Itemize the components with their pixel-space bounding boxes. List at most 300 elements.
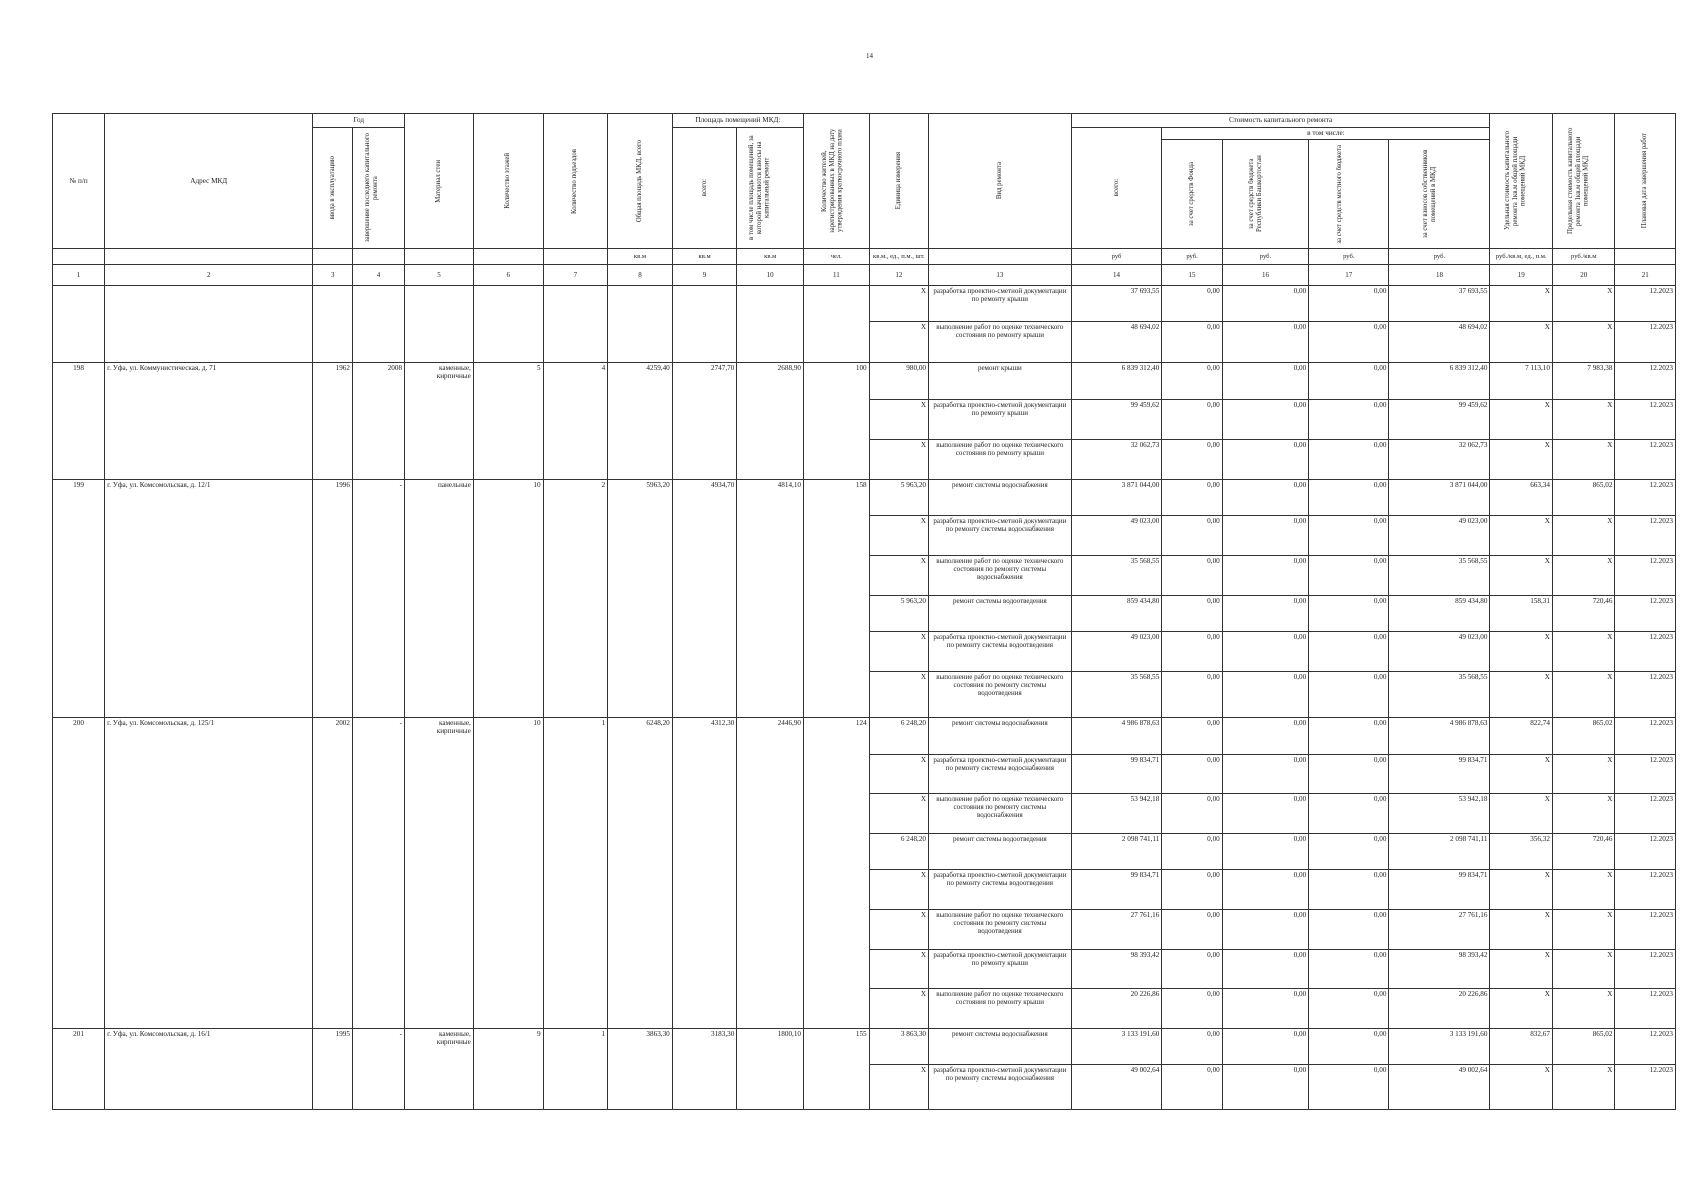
unit-value: X (869, 322, 928, 363)
planned-date: 12.2023 (1615, 989, 1676, 1029)
cost-local-budget: 0,00 (1309, 440, 1389, 480)
page-number: 14 (866, 52, 873, 60)
cost-republic-budget: 0,00 (1222, 556, 1308, 596)
floors-count: 9 (473, 1029, 543, 1110)
entrances-count: 1 (543, 718, 608, 1029)
column-number: 17 (1309, 265, 1389, 286)
building-address: г. Уфа, ул. Комсомольская, д. 16/1 (105, 1029, 313, 1110)
cost-republic-budget: 0,00 (1222, 949, 1308, 989)
specific-cost: 663,34 (1490, 480, 1553, 516)
total-area: 6248,20 (608, 718, 673, 1029)
repair-type: разработка проектно-сметной документации по ремонту системы водоотведения (929, 870, 1072, 910)
cost-total: 2 098 741,11 (1071, 833, 1162, 869)
wall-material: каменные, кирпичные (405, 718, 474, 1029)
column-number: 3 (313, 265, 353, 286)
header-specific-cost: Удельная стоимость капитального ремонта 1кв.м общей площади помещений МКД (1490, 114, 1553, 249)
column-number: 11 (804, 265, 870, 286)
unit-value: 5 963,20 (869, 595, 928, 631)
unit-cell: чел. (804, 249, 870, 265)
year-commissioning: 2002 (313, 718, 353, 1029)
column-number: 8 (608, 265, 673, 286)
planned-date: 12.2023 (1615, 1065, 1676, 1109)
residents-count (804, 286, 870, 363)
header-residents: Количество жителей, зарегистрированных в МКД на дату утверждения краткосрочного плана (804, 114, 870, 249)
specific-cost: X (1490, 440, 1553, 480)
cost-local-budget: 0,00 (1309, 989, 1389, 1029)
cost-owners: 99 459,62 (1389, 399, 1490, 440)
total-area: 5963,20 (608, 480, 673, 718)
repair-type: ремонт системы водоотведения (929, 595, 1072, 631)
specific-cost: 832,67 (1490, 1029, 1553, 1065)
floors-count: 10 (473, 480, 543, 718)
table-body (53, 286, 1676, 1110)
entrances-count: 1 (543, 1029, 608, 1110)
column-number: 10 (737, 265, 804, 286)
column-number: 15 (1162, 265, 1222, 286)
cost-total: 20 226,86 (1071, 989, 1162, 1029)
cost-republic-budget: 0,00 (1222, 989, 1308, 1029)
cost-fund: 0,00 (1162, 480, 1222, 516)
unit-value: X (869, 754, 928, 794)
wall-material: каменные, кирпичные (405, 1029, 474, 1110)
header-repair-type: Вид ремонта (929, 114, 1072, 249)
cost-owners: 32 062,73 (1389, 440, 1490, 480)
specific-cost: 822,74 (1490, 718, 1553, 754)
max-cost: X (1552, 671, 1615, 717)
table-row (53, 363, 1676, 399)
cost-republic-budget: 0,00 (1222, 322, 1308, 363)
column-number: 13 (929, 265, 1072, 286)
specific-cost: X (1490, 286, 1553, 322)
header-fund: за счет средств Фонда (1162, 139, 1222, 248)
unit-value: X (869, 989, 928, 1029)
cost-fund: 0,00 (1162, 794, 1222, 834)
header-max-cost: Предельная стоимость капитального ремонта 1кв.м общей площади помещений МКД (1552, 114, 1615, 249)
cost-fund: 0,00 (1162, 671, 1222, 717)
planned-date: 12.2023 (1615, 833, 1676, 869)
header-area-owned: в том числе площадь помещений, за которой начисляются взносы на капитальный ремонт (737, 128, 804, 249)
cost-owners: 48 694,02 (1389, 322, 1490, 363)
header-year-commissioning: ввода в эксплуатацию (313, 128, 353, 249)
specific-cost: X (1490, 949, 1553, 989)
max-cost: 865,02 (1552, 480, 1615, 516)
cost-owners: 49 023,00 (1389, 516, 1490, 556)
cost-total: 4 986 878,63 (1071, 718, 1162, 754)
premises-area-owned: 2688,90 (737, 363, 804, 480)
unit-value: X (869, 556, 928, 596)
premises-area-owned: 2446,90 (737, 718, 804, 1029)
unit-cell: руб./кв.м (1552, 249, 1615, 265)
cost-fund: 0,00 (1162, 363, 1222, 399)
cost-republic-budget: 0,00 (1222, 480, 1308, 516)
entrances-count (543, 286, 608, 363)
wall-material (405, 286, 474, 363)
residents-count: 155 (804, 1029, 870, 1110)
column-number: 1 (53, 265, 105, 286)
cost-republic-budget: 0,00 (1222, 516, 1308, 556)
cost-owners: 99 834,71 (1389, 870, 1490, 910)
cost-fund: 0,00 (1162, 1065, 1222, 1109)
unit-value: 6 248,20 (869, 718, 928, 754)
repair-type: разработка проектно-сметной документации по ремонту системы водоснабжения (929, 516, 1072, 556)
planned-date: 12.2023 (1615, 399, 1676, 440)
header-premises-area-group: Площадь помещений МКД: (672, 114, 803, 128)
unit-value: X (869, 516, 928, 556)
planned-date: 12.2023 (1615, 286, 1676, 322)
max-cost: X (1552, 286, 1615, 322)
row-number: 198 (53, 363, 105, 480)
max-cost: 865,02 (1552, 718, 1615, 754)
repair-type: разработка проектно-сметной документации по ремонту системы водоотведения (929, 632, 1072, 672)
floors-count: 10 (473, 718, 543, 1029)
unit-value: X (869, 949, 928, 989)
cost-republic-budget: 0,00 (1222, 794, 1308, 834)
repair-type: выполнение работ по оценке технического состояния по ремонту крыши (929, 440, 1072, 480)
header-wall-material: Материал стен (405, 114, 474, 249)
cost-owners: 37 693,55 (1389, 286, 1490, 322)
column-number: 9 (672, 265, 737, 286)
unit-value: X (869, 632, 928, 672)
cost-owners: 27 761,16 (1389, 909, 1490, 949)
cost-fund: 0,00 (1162, 286, 1222, 322)
repair-type: разработка проектно-сметной документации по ремонту системы водоснабжения (929, 754, 1072, 794)
premises-area-total: 4312,30 (672, 718, 737, 1029)
column-number: 4 (352, 265, 404, 286)
cost-total: 3 133 191,60 (1071, 1029, 1162, 1065)
row-number: 200 (53, 718, 105, 1029)
table-header (53, 114, 1676, 286)
cost-local-budget: 0,00 (1309, 322, 1389, 363)
year-commissioning: 1995 (313, 1029, 353, 1110)
building-address (105, 286, 313, 363)
cost-owners: 4 986 878,63 (1389, 718, 1490, 754)
max-cost: X (1552, 322, 1615, 363)
floors-count (473, 286, 543, 363)
cost-fund: 0,00 (1162, 516, 1222, 556)
specific-cost: X (1490, 671, 1553, 717)
header-local-budget: за счет средств местного бюджета (1309, 139, 1389, 248)
repair-type: выполнение работ по оценке технического состояния по ремонту системы водоотведения (929, 671, 1072, 717)
unit-value: X (869, 794, 928, 834)
cost-local-budget: 0,00 (1309, 1065, 1389, 1109)
repair-type: выполнение работ по оценке технического состояния по ремонту системы водоснабжения (929, 556, 1072, 596)
max-cost: X (1552, 516, 1615, 556)
specific-cost: X (1490, 516, 1553, 556)
header-year-last-repair: завершение последнего капитального ремонта (352, 128, 404, 249)
wall-material: панельные (405, 480, 474, 718)
residents-count: 158 (804, 480, 870, 718)
cost-republic-budget: 0,00 (1222, 833, 1308, 869)
cost-republic-budget: 0,00 (1222, 718, 1308, 754)
cost-local-budget: 0,00 (1309, 399, 1389, 440)
cost-total: 35 568,55 (1071, 671, 1162, 717)
year-commissioning: 1996 (313, 480, 353, 718)
specific-cost: X (1490, 632, 1553, 672)
cost-total: 49 023,00 (1071, 632, 1162, 672)
year-commissioning: 1962 (313, 363, 353, 480)
header-owner-contributions: за счет взносов собственников помещений в МКД (1389, 139, 1490, 248)
cost-fund: 0,00 (1162, 1029, 1222, 1065)
cost-local-budget: 0,00 (1309, 516, 1389, 556)
max-cost: 7 983,38 (1552, 363, 1615, 399)
unit-value: X (869, 440, 928, 480)
cost-fund: 0,00 (1162, 632, 1222, 672)
header-cost-group: Стоимость капитального ремонта (1071, 114, 1490, 128)
column-number: 16 (1222, 265, 1308, 286)
max-cost: X (1552, 632, 1615, 672)
max-cost: X (1552, 440, 1615, 480)
row-number: 201 (53, 1029, 105, 1110)
header-floors: Количество этажей (473, 114, 543, 249)
floors-count: 5 (473, 363, 543, 480)
column-number: 5 (405, 265, 474, 286)
premises-area-total: 2747,70 (672, 363, 737, 480)
header-address: Адрес МКД (105, 114, 313, 249)
header-area-total: всего: (672, 128, 737, 249)
header-entrances: Количество подъездов (543, 114, 608, 249)
cost-owners: 98 393,42 (1389, 949, 1490, 989)
unit-cell: руб. (1222, 249, 1308, 265)
unit-value: 6 248,20 (869, 833, 928, 869)
unit-value: 3 863,30 (869, 1029, 928, 1065)
cost-republic-budget: 0,00 (1222, 440, 1308, 480)
year-commissioning (313, 286, 353, 363)
cost-republic-budget: 0,00 (1222, 632, 1308, 672)
column-number: 18 (1389, 265, 1490, 286)
max-cost: X (1552, 870, 1615, 910)
unit-value: 980,00 (869, 363, 928, 399)
max-cost: X (1552, 1065, 1615, 1109)
table-row (53, 1029, 1676, 1065)
cost-fund: 0,00 (1162, 399, 1222, 440)
specific-cost: X (1490, 909, 1553, 949)
cost-republic-budget: 0,00 (1222, 671, 1308, 717)
unit-value: 5 963,20 (869, 480, 928, 516)
header-republic-budget: за счет средств бюджета Республики Башкортостан (1222, 139, 1308, 248)
repair-type: ремонт системы водоснабжения (929, 1029, 1072, 1065)
cost-total: 3 871 044,00 (1071, 480, 1162, 516)
cost-total: 32 062,73 (1071, 440, 1162, 480)
cost-republic-budget: 0,00 (1222, 286, 1308, 322)
cost-fund: 0,00 (1162, 833, 1222, 869)
premises-area-total (672, 286, 737, 363)
cost-republic-budget: 0,00 (1222, 754, 1308, 794)
cost-fund: 0,00 (1162, 718, 1222, 754)
repair-type: разработка проектно-сметной документации по ремонту системы водоснабжения (929, 1065, 1072, 1109)
unit-cell: руб. (1309, 249, 1389, 265)
cost-local-budget: 0,00 (1309, 363, 1389, 399)
cost-total: 98 393,42 (1071, 949, 1162, 989)
cost-local-budget: 0,00 (1309, 671, 1389, 717)
max-cost: 720,46 (1552, 595, 1615, 631)
column-number: 7 (543, 265, 608, 286)
planned-date: 12.2023 (1615, 595, 1676, 631)
units-row (53, 249, 1676, 265)
cost-total: 49 002,64 (1071, 1065, 1162, 1109)
unit-cell: кв.м., ед., п.м., шт. (869, 249, 928, 265)
column-number: 19 (1490, 265, 1553, 286)
cost-fund: 0,00 (1162, 754, 1222, 794)
max-cost: X (1552, 399, 1615, 440)
cost-fund: 0,00 (1162, 440, 1222, 480)
cost-republic-budget: 0,00 (1222, 595, 1308, 631)
cost-republic-budget: 0,00 (1222, 399, 1308, 440)
header-year-group: Год (313, 114, 405, 128)
cost-local-budget: 0,00 (1309, 754, 1389, 794)
building-address: г. Уфа, ул. Комсомольская, д. 125/1 (105, 718, 313, 1029)
premises-area-owned (737, 286, 804, 363)
cost-republic-budget: 0,00 (1222, 1029, 1308, 1065)
residents-count: 124 (804, 718, 870, 1029)
cost-local-budget: 0,00 (1309, 632, 1389, 672)
repair-type: ремонт крыши (929, 363, 1072, 399)
unit-cell: кв.м (672, 249, 737, 265)
table-row (53, 718, 1676, 754)
table-row (53, 286, 1676, 322)
specific-cost: X (1490, 754, 1553, 794)
planned-date: 12.2023 (1615, 363, 1676, 399)
unit-cell: руб./кв.м, ед., п.м. (1490, 249, 1553, 265)
column-number: 20 (1552, 265, 1615, 286)
unit-cell: кв.м (737, 249, 804, 265)
max-cost: X (1552, 794, 1615, 834)
premises-area-owned: 1800,10 (737, 1029, 804, 1110)
cost-total: 48 694,02 (1071, 322, 1162, 363)
specific-cost: X (1490, 870, 1553, 910)
cost-local-budget: 0,00 (1309, 833, 1389, 869)
total-area (608, 286, 673, 363)
building-address: г. Уфа, ул. Комсомольская, д. 12/1 (105, 480, 313, 718)
cost-owners: 35 568,55 (1389, 671, 1490, 717)
unit-value: X (869, 909, 928, 949)
entrances-count: 4 (543, 363, 608, 480)
cost-local-budget: 0,00 (1309, 870, 1389, 910)
cost-fund: 0,00 (1162, 909, 1222, 949)
cost-local-budget: 0,00 (1309, 480, 1389, 516)
premises-area-total: 4934,70 (672, 480, 737, 718)
repair-type: выполнение работ по оценке технического состояния по ремонту системы водоотведения (929, 909, 1072, 949)
specific-cost: X (1490, 989, 1553, 1029)
specific-cost: X (1490, 1065, 1553, 1109)
max-cost: 865,02 (1552, 1029, 1615, 1065)
header-cost-total: всего: (1071, 128, 1162, 249)
cost-republic-budget: 0,00 (1222, 870, 1308, 910)
cost-total: 99 834,71 (1071, 754, 1162, 794)
cost-fund: 0,00 (1162, 949, 1222, 989)
cost-fund: 0,00 (1162, 322, 1222, 363)
total-area: 4259,40 (608, 363, 673, 480)
repair-type: ремонт системы водоснабжения (929, 480, 1072, 516)
row-number (53, 286, 105, 363)
cost-owners: 99 834,71 (1389, 754, 1490, 794)
year-last-repair: - (352, 718, 404, 1029)
specific-cost: 7 113,10 (1490, 363, 1553, 399)
cost-owners: 49 002,64 (1389, 1065, 1490, 1109)
planned-date: 12.2023 (1615, 556, 1676, 596)
unit-cell: руб. (1389, 249, 1490, 265)
planned-date: 12.2023 (1615, 754, 1676, 794)
cost-total: 99 834,71 (1071, 870, 1162, 910)
repair-type: разработка проектно-сметной документации по ремонту крыши (929, 949, 1072, 989)
cost-owners: 2 098 741,11 (1389, 833, 1490, 869)
unit-cell: руб. (1162, 249, 1222, 265)
cost-total: 49 023,00 (1071, 516, 1162, 556)
table-row (53, 480, 1676, 516)
planned-date: 12.2023 (1615, 949, 1676, 989)
cost-republic-budget: 0,00 (1222, 363, 1308, 399)
header-including-group: в том числе: (1162, 128, 1490, 140)
year-last-repair: - (352, 1029, 404, 1110)
repair-type: выполнение работ по оценке технического состояния по ремонту системы водоснабжения (929, 794, 1072, 834)
column-number: 2 (105, 265, 313, 286)
unit-value: X (869, 286, 928, 322)
specific-cost: X (1490, 794, 1553, 834)
header-total-area: Общая площадь МКД, всего (608, 114, 673, 249)
row-number: 199 (53, 480, 105, 718)
cost-fund: 0,00 (1162, 989, 1222, 1029)
cost-local-budget: 0,00 (1309, 286, 1389, 322)
cost-republic-budget: 0,00 (1222, 1065, 1308, 1109)
header-unit: Единица измерения (869, 114, 928, 249)
planned-date: 12.2023 (1615, 632, 1676, 672)
max-cost: X (1552, 989, 1615, 1029)
planned-date: 12.2023 (1615, 516, 1676, 556)
cost-fund: 0,00 (1162, 556, 1222, 596)
max-cost: X (1552, 909, 1615, 949)
year-last-repair: - (352, 480, 404, 718)
cost-owners: 3 133 191,60 (1389, 1029, 1490, 1065)
cost-owners: 6 839 312,40 (1389, 363, 1490, 399)
repair-type: выполнение работ по оценке технического состояния по ремонту крыши (929, 322, 1072, 363)
cost-total: 27 761,16 (1071, 909, 1162, 949)
column-number: 6 (473, 265, 543, 286)
repair-type: ремонт системы водоснабжения (929, 718, 1072, 754)
specific-cost: X (1490, 399, 1553, 440)
repair-type: разработка проектно-сметной документации по ремонту крыши (929, 399, 1072, 440)
cost-fund: 0,00 (1162, 870, 1222, 910)
cost-local-budget: 0,00 (1309, 718, 1389, 754)
planned-date: 12.2023 (1615, 671, 1676, 717)
cost-total: 6 839 312,40 (1071, 363, 1162, 399)
unit-value: X (869, 399, 928, 440)
year-last-repair: 2008 (352, 363, 404, 480)
planned-date: 12.2023 (1615, 440, 1676, 480)
specific-cost: X (1490, 322, 1553, 363)
max-cost: X (1552, 556, 1615, 596)
premises-area-total: 3183,30 (672, 1029, 737, 1110)
max-cost: X (1552, 754, 1615, 794)
repair-type: ремонт системы водоотведения (929, 833, 1072, 869)
unit-value: X (869, 671, 928, 717)
specific-cost: X (1490, 556, 1553, 596)
repair-type: разработка проектно-сметной документации по ремонту крыши (929, 286, 1072, 322)
cost-total: 859 434,80 (1071, 595, 1162, 631)
cost-local-budget: 0,00 (1309, 794, 1389, 834)
cost-total: 53 942,18 (1071, 794, 1162, 834)
cost-total: 99 459,62 (1071, 399, 1162, 440)
specific-cost: 158,31 (1490, 595, 1553, 631)
unit-cell: руб (1071, 249, 1162, 265)
max-cost: X (1552, 949, 1615, 989)
cost-owners: 3 871 044,00 (1389, 480, 1490, 516)
cost-total: 35 568,55 (1071, 556, 1162, 596)
column-number: 12 (869, 265, 928, 286)
cost-owners: 49 023,00 (1389, 632, 1490, 672)
cost-owners: 20 226,86 (1389, 989, 1490, 1029)
cost-local-budget: 0,00 (1309, 595, 1389, 631)
building-address: г. Уфа, ул. Коммунистическая, д. 71 (105, 363, 313, 480)
planned-date: 12.2023 (1615, 718, 1676, 754)
